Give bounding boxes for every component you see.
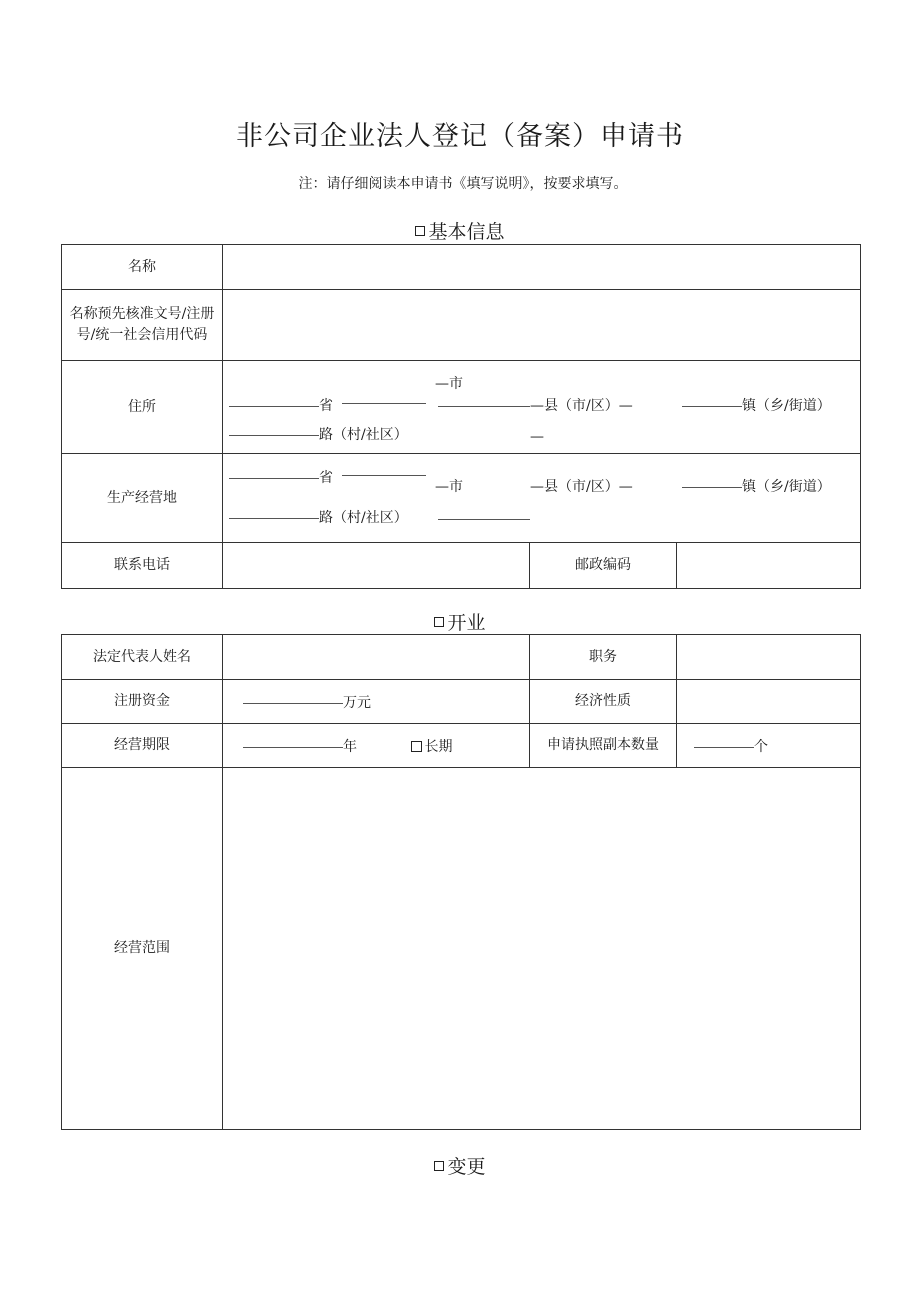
scope-label: 经营范围 [62,768,223,1130]
nature-field[interactable] [677,680,861,724]
bp-town-blank[interactable] [682,486,742,488]
bp-province-blank[interactable] [229,477,319,479]
bp-city-line [342,467,426,483]
fill-instruction-note: 注：请仔细阅读本申请书《填写说明》，按要求填写。 [298,176,628,192]
section-change-label: 变更 [447,1156,486,1178]
capital-label: 注册资金 [62,680,223,724]
section-basic-info [0,217,920,244]
section-basic-label: 基本信息 [428,221,505,243]
bp-city-text: —市 [435,479,463,495]
position-label: 职务 [530,635,677,680]
nature-label: 经济性质 [530,680,677,724]
row-capital [62,680,861,724]
address-town-blank[interactable] [682,405,742,407]
address-road-blank[interactable] [229,434,319,436]
section-basic-checkbox[interactable] [415,226,425,236]
position-field[interactable] [677,635,861,680]
address-city-line [342,395,426,411]
name-label: 名称 [62,245,223,290]
business-place-label: 生产经营地 [62,454,223,543]
capital-field[interactable] [223,680,530,724]
capital-unit: 万元 [343,694,371,711]
address-road-line [229,424,408,444]
row-legal-rep [62,635,861,680]
address-county-line [438,395,633,415]
address-town-line [682,395,831,415]
section-change-checkbox[interactable] [434,1161,444,1171]
row-business-place [62,454,861,543]
opening-table [61,634,861,1130]
section-opening [0,608,920,635]
row-address [62,361,861,454]
legal-rep-label: 法定代表人姓名 [62,635,223,680]
scope-field[interactable] [223,768,861,1130]
address-road-text: 路（村/社区） [319,427,408,443]
address-province-text: 省 [319,398,333,414]
bp-county-blank[interactable] [438,518,530,520]
basic-info-table [61,244,861,589]
address-county-blank[interactable] [438,405,530,407]
code-field[interactable] [223,290,861,361]
address-label: 住所 [62,361,223,454]
capital-blank[interactable] [243,702,343,704]
section-change [0,1152,920,1179]
term-label: 经营期限 [62,724,223,768]
term-years-blank[interactable] [243,746,343,748]
bp-road-line [229,507,408,527]
row-phone [62,543,861,589]
copies-field[interactable] [677,724,861,768]
copies-unit: 个 [754,738,768,755]
row-scope [62,768,861,1130]
section-opening-checkbox[interactable] [434,617,444,627]
name-field[interactable] [223,245,861,290]
page-title: 非公司企业法人登记（备案）申请书 [236,121,684,152]
phone-field[interactable] [223,543,530,589]
bp-town-text: 镇（乡/街道） [742,479,831,495]
legal-rep-field[interactable] [223,635,530,680]
phone-label: 联系电话 [62,543,223,589]
term-unit: 年 [343,738,357,755]
address-field[interactable] [223,361,861,454]
copies-label: 申请执照副本数量 [530,724,677,768]
postcode-field[interactable] [677,543,861,589]
address-city-text: —市 [435,376,463,392]
bp-province-text: 省 [319,470,333,486]
address-town-text: 镇（乡/街道） [742,398,831,414]
bp-county-text: —县（市/区）— [530,479,633,495]
address-province-blank[interactable] [229,405,319,407]
section-opening-label: 开业 [447,612,486,634]
bp-road-blank[interactable] [229,517,319,519]
bp-county-line [438,511,530,527]
row-code [62,290,861,361]
term-long-checkbox[interactable] [411,741,422,752]
bp-town-line [682,476,831,496]
address-trailing-dash: — [530,429,544,445]
bp-province-line [229,467,333,487]
address-province-line [229,395,333,415]
postcode-label: 邮政编码 [530,543,677,589]
row-name [62,245,861,290]
address-city-blank[interactable] [342,402,426,404]
code-label: 名称预先核准文号/注册号/统一社会信用代码 [62,290,223,361]
address-county-text: —县（市/区）— [530,398,633,414]
term-long-text: 长期 [424,738,453,755]
term-field[interactable] [223,724,530,768]
business-place-field[interactable] [223,454,861,543]
bp-city-blank[interactable] [342,474,426,476]
bp-road-text: 路（村/社区） [319,510,408,526]
copies-blank[interactable] [694,746,754,748]
row-term [62,724,861,768]
